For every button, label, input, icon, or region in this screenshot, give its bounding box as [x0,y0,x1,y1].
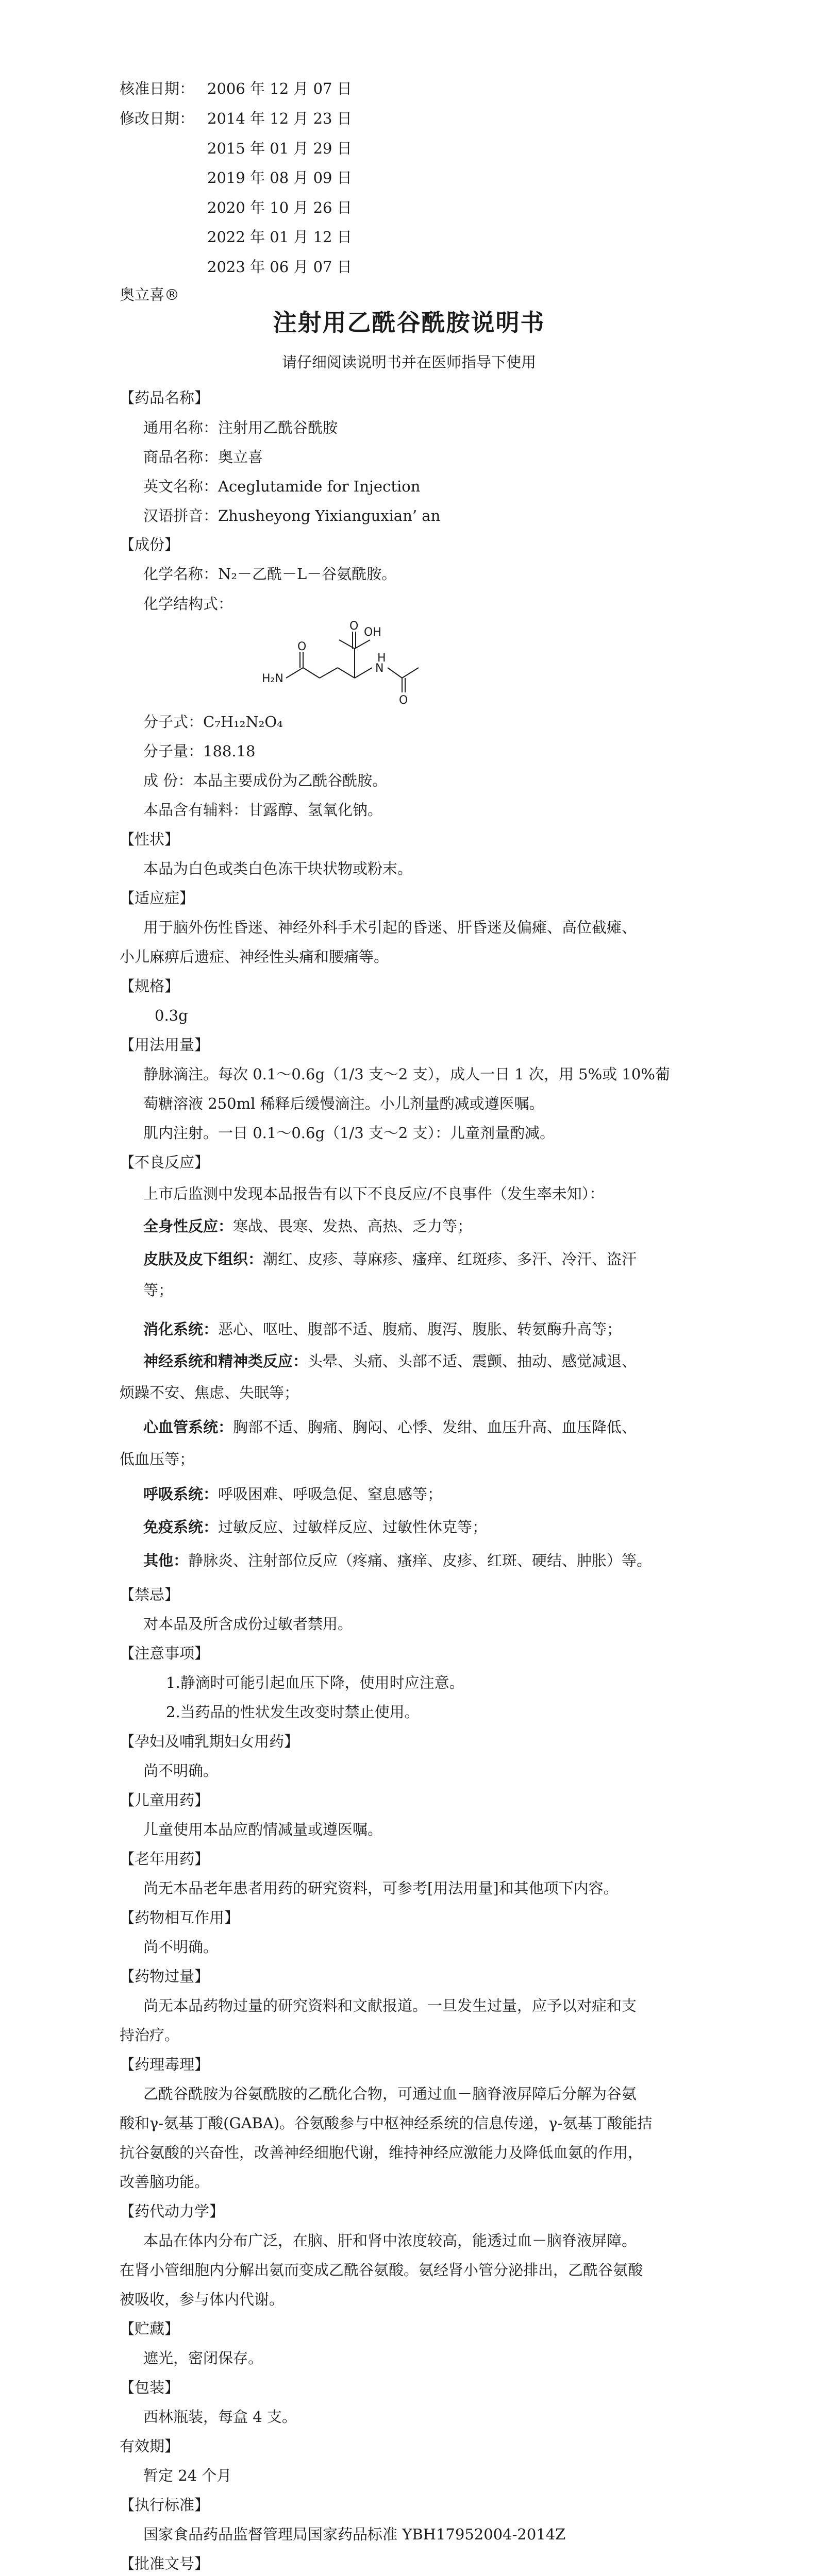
dosage-heading: 【用法用量】 [120,1036,210,1054]
atom-o-top: O [349,620,359,633]
indications-heading: 【适应症】 [120,889,195,907]
adverse-item-systemic [143,1216,472,1236]
approval-heading: 【批准文号】 [120,2555,210,2572]
indications-line-2: 小儿麻痹后遗症、神经性头痛和腰痛等。 [120,948,389,965]
precautions-heading: 【注意事项】 [120,1645,210,1662]
adverse-label: 皮肤及皮下组织： [143,1250,263,1268]
adverse-text: 呼吸困难、呼吸急促、窒息感等； [218,1485,443,1503]
structure-label: 化学结构式： [143,595,233,613]
overdose-line-1: 尚无本品药物过量的研究资料和文献报道。一旦发生过量，应予以对症和支 [143,1997,637,2014]
pregnancy-text: 尚不明确。 [143,1762,219,1780]
specification-heading: 【规格】 [120,977,180,995]
main-ingredient: 成 份：本品主要成份为乙酰谷酰胺。 [143,772,388,789]
precaution-item-2: 2.当药品的性状发生改变时禁止使用。 [166,1703,420,1721]
modified-date-3: 2019 年 08 月 09 日 [207,169,352,187]
document-title: 注射用乙酰谷酰胺说明书 [273,309,545,336]
generic-name: 通用名称：注射用乙酰谷酰胺 [143,419,338,436]
pediatric-text: 儿童使用本品应酌情减量或遵医嘱。 [143,1821,383,1838]
modified-date-5: 2022 年 01 月 12 日 [207,228,352,246]
storage-text: 遮光，密闭保存。 [143,2349,263,2367]
adverse-item-other [143,1550,652,1571]
geriatric-text: 尚无本品老年患者用药的研究资料，可参考[用法用量]和其他项下内容。 [143,1879,619,1897]
dosage-line-1: 静脉滴注。每次 0.1～0.6g（1/3 支～2 支），成人一日 1 次，用 5%或 10%葡 [143,1065,670,1083]
modified-date-label: 修改日期： [120,110,195,127]
adverse-item-cardio [143,1417,637,1437]
adverse-label: 全身性反应： [143,1217,233,1235]
chemical-name: 化学名称：N₂－乙酰－L－谷氨酰胺。 [143,565,397,583]
adverse-text: 潮红、皮疹、荨麻疹、瘙痒、红斑疹、多汗、冷汗、盗汗 [263,1250,637,1268]
pediatric-heading: 【儿童用药】 [120,1791,210,1809]
adverse-item-digestive [143,1319,622,1340]
formula-label: 分子式： [143,713,204,731]
modified-date-6: 2023 年 06 月 07 日 [207,258,352,276]
adverse-text: 恶心、呕吐、腹部不适、腹痛、腹泻、腹胀、转氨酶升高等； [218,1320,622,1338]
interactions-text: 尚不明确。 [143,1938,219,1956]
adverse-label: 消化系统： [143,1320,219,1338]
contraindications-text: 对本品及所含成份过敏者禁用。 [143,1615,353,1633]
overdose-heading: 【药物过量】 [120,1968,210,1985]
approved-date-label: 核准日期： [120,80,195,97]
package-heading: 【包装】 [120,2379,180,2396]
adverse-item-respiratory [143,1484,442,1504]
drug-name-heading: 【药品名称】 [120,389,210,406]
pharmacokinetics-line-1: 本品在体内分布广泛，在脑、肝和肾中浓度较高，能透过血－脑脊液屏障。 [143,2232,637,2249]
english-name: 英文名称：Aceglutamide for Injection [143,478,421,495]
standard-text: 国家食品药品监督管理局国家药品标准 YBH17952004-2014Z [143,2526,566,2543]
adverse-label: 其他： [143,1552,189,1569]
overdose-line-2: 持治疗。 [120,2026,180,2044]
adverse-text: 头晕、头痛、头部不适、震颤、抽动、感觉减退、 [308,1352,637,1370]
pregnancy-heading: 【孕妇及哺乳期妇女用药】 [120,1733,299,1750]
pharmacokinetics-heading: 【药代动力学】 [120,2202,225,2220]
geriatric-heading: 【老年用药】 [120,1850,210,1868]
dosage-line-3: 肌内注射。一日 0.1～0.6g（1/3 支～2 支）：儿童剂量酌减。 [143,1124,555,1142]
adverse-item-neuro-cont: 烦躁不安、焦虑、失眠等； [120,1384,299,1401]
atom-n: N [375,662,384,675]
pharmacokinetics-line-3: 被吸收，参与体内代谢。 [120,2291,285,2308]
pharmacology-line-4: 改善脑功能。 [120,2173,210,2191]
adverse-text: 过敏反应、过敏样反应、过敏性休克等； [218,1518,488,1536]
brand-mark: 奥立喜® [120,286,180,303]
trade-name: 商品名称：奥立喜 [143,448,263,466]
atom-oh: OH [364,626,381,639]
specification-text: 0.3g [155,1007,188,1024]
adverse-label: 免疫系统： [143,1518,219,1536]
chemical-structure-diagram [237,620,454,708]
adverse-item-neuro [143,1351,637,1371]
indications-line-1: 用于脑外伤性昏迷、神经外科手术引起的昏迷、肝昏迷及偏瘫、高位截瘫、 [143,919,637,936]
formula-row [143,711,283,732]
validity-heading: 有效期】 [120,2437,180,2455]
interactions-heading: 【药物相互作用】 [120,1909,240,1926]
modified-date-4: 2020 年 10 月 26 日 [207,199,352,216]
adverse-label: 呼吸系统： [143,1485,219,1503]
contraindications-heading: 【禁忌】 [120,1586,180,1603]
weight-row [143,741,256,761]
adverse-label: 心血管系统： [143,1418,233,1436]
excipients: 本品含有辅料：甘露醇、氢氧化钠。 [143,801,383,819]
standard-heading: 【执行标准】 [120,2496,210,2514]
pharmacology-line-3: 抗谷氨酸的兴奋性，改善神经细胞代谢，维持神经应激能力及降低血氨的作用， [120,2144,643,2161]
adverse-text: 胸部不适、胸痛、胸闷、心悸、发绀、血压升高、血压降低、 [233,1418,637,1436]
package-text: 西林瓶装，每盒 4 支。 [143,2408,297,2426]
pinyin-name: 汉语拼音：Zhusheyong Yixianguxian’ an [143,507,441,524]
document-subtitle: 请仔细阅读说明书并在医师指导下使用 [281,353,536,371]
pharmacology-line-1: 乙酰谷酰胺为谷氨酰胺的乙酰化合物，可通过血－脑脊液屏障后分解为谷氨 [143,2085,637,2103]
pharmacology-line-2: 酸和γ-氨基丁酸(GABA)。谷氨酸参与中枢神经系统的信息传递，γ-氨基丁酸能拮 [120,2114,653,2132]
properties-text: 本品为白色或类白色冻干块状物或粉末。 [143,860,413,877]
atom-o-bottom: O [297,640,307,653]
pharmacology-heading: 【药理毒理】 [120,2056,210,2073]
molecular-weight: 188.18 [203,742,256,760]
adverse-item-skin [143,1249,637,1269]
weight-label: 分子量： [143,742,204,760]
adverse-heading: 【不良反应】 [120,1154,210,1171]
modified-date-2: 2015 年 01 月 29 日 [207,140,352,157]
adverse-label: 神经系统和精神类反应： [143,1352,308,1370]
pharmacokinetics-line-2: 在肾小管细胞内分解出氨而变成乙酰谷氨酸。氨经肾小管分泌排出，乙酰谷氨酸 [120,2261,643,2279]
adverse-text: 寒战、畏寒、发热、高热、乏力等； [233,1217,473,1235]
adverse-intro: 上市后监测中发现本品报告有以下不良反应/不良事件（发生率未知）： [143,1185,605,1202]
adverse-item-skin-cont: 等； [143,1281,174,1299]
adverse-text: 静脉炎、注射部位反应（疼痛、瘙痒、皮疹、红斑、硬结、肿胀）等。 [188,1552,652,1569]
approved-date: 2006 年 12 月 07 日 [207,80,352,97]
composition-heading: 【成份】 [120,536,180,553]
adverse-item-immune [143,1517,487,1537]
dosage-line-2: 萄糖溶液 250ml 稀释后缓慢滴注。小儿剂量酌减或遵医嘱。 [143,1095,544,1112]
storage-heading: 【贮藏】 [120,2320,180,2337]
atom-h2n: H₂N [262,672,283,685]
atom-h: H [377,652,386,665]
adverse-item-cardio-cont: 低血压等； [120,1450,195,1468]
precaution-item-1: 1.静滴时可能引起血压下降，使用时应注意。 [166,1674,464,1691]
validity-text: 暂定 24 个月 [143,2467,232,2484]
atom-o-acetyl: O [399,694,408,707]
modified-date-1: 2014 年 12 月 23 日 [207,110,352,127]
molecular-formula: C₇H₁₂N₂O₄ [203,713,283,731]
properties-heading: 【性状】 [120,831,180,848]
